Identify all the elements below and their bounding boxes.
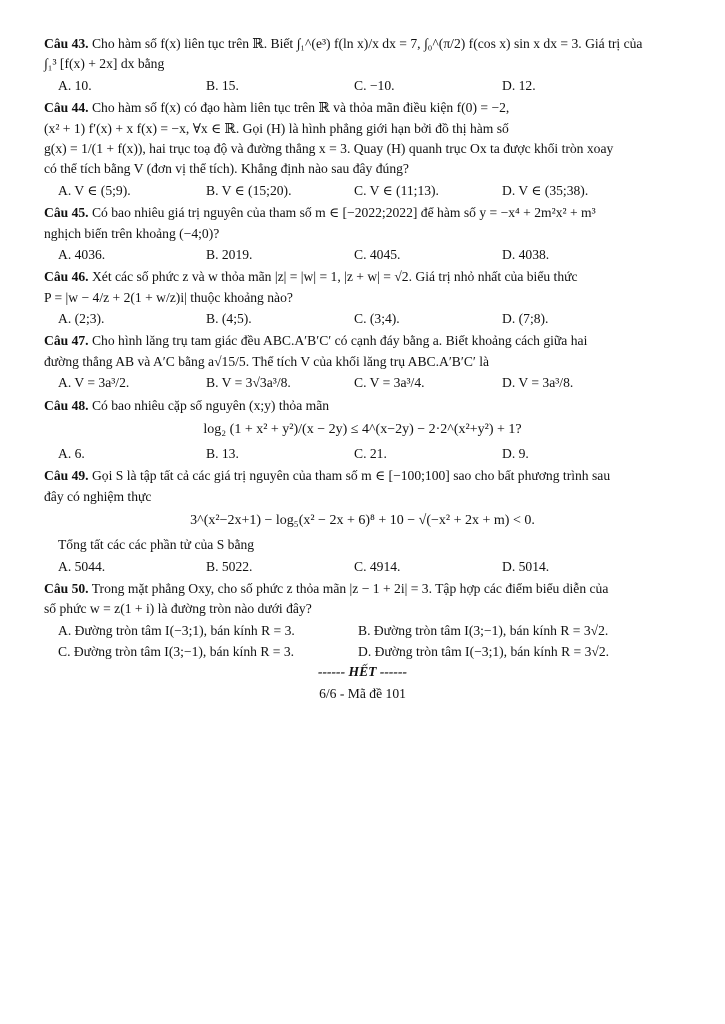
question-44: [44, 98, 681, 201]
option-d[interactable]: D. 9.: [502, 446, 529, 462]
question-line: Cho hình lăng trụ tam giác đều ABC.A′B′C′ có cạnh đáy bằng a. Biết khoảng cách giữa hai: [91, 333, 588, 349]
answer-options: [44, 641, 681, 662]
page-footer: 6/6 - Mã đề 101: [319, 685, 406, 701]
question-label: Câu 46.: [44, 269, 89, 285]
question-49: [44, 466, 681, 577]
question-line: Có bao nhiêu cặp số nguyên (x;y) thỏa mãn: [91, 397, 330, 413]
question-line: Cho hàm số f(x) liên tục trên ℝ. Biết ∫₁^(e³) f(ln x)/x dx = 7, ∫₀^(π/2) f(cos x) sin x dx = 3. Giá trị của: [91, 36, 643, 51]
option-a[interactable]: A. (2;3).: [58, 311, 105, 327]
question-45: [44, 203, 681, 265]
question-43: [44, 34, 681, 96]
option-a[interactable]: A. 5044.: [58, 558, 106, 574]
question-48: [44, 396, 681, 465]
option-c[interactable]: C. Đường tròn tâm I(3;−1), bán kính R = 3.: [58, 643, 295, 659]
option-d[interactable]: D. 5014.: [502, 558, 550, 574]
option-b[interactable]: B. Đường tròn tâm I(3;−1), bán kính R = 3√2.: [358, 622, 609, 638]
answer-options: [44, 245, 681, 265]
answer-options: [44, 557, 681, 577]
option-d[interactable]: D. (7;8).: [502, 311, 549, 327]
question-47: [44, 331, 681, 393]
option-c[interactable]: C. V = 3a³/4.: [354, 375, 425, 391]
question-label: Câu 50.: [44, 580, 89, 596]
question-line: đây có nghiệm thực: [44, 488, 152, 504]
question-43-text: [44, 34, 681, 75]
question-line: Gọi S là tập tất cả các giá trị nguyên của tham số m ∈ [−100;100] sao cho bất phương trình sau: [91, 468, 611, 484]
answer-options: [44, 181, 681, 201]
option-d[interactable]: D. Đường tròn tâm I(−3;1), bán kính R = 3√2.: [358, 643, 610, 659]
option-b[interactable]: B. V ∈ (15;20).: [206, 182, 292, 198]
question-line: ∫₁³ [f(x) + 2x] dx bằng: [44, 56, 165, 72]
option-b[interactable]: B. 15.: [206, 77, 239, 93]
question-46-text: [44, 267, 681, 308]
option-c[interactable]: C. 4045.: [354, 246, 401, 262]
answer-options: [44, 373, 681, 393]
option-a[interactable]: A. 6.: [58, 446, 85, 462]
option-d[interactable]: D. 12.: [502, 77, 536, 93]
option-b[interactable]: B. 5022.: [206, 558, 253, 574]
question-50: [44, 579, 681, 662]
question-label: Câu 44.: [44, 100, 89, 116]
option-c[interactable]: C. 4914.: [354, 558, 401, 574]
question-line: Trong mặt phẳng Oxy, cho số phức z thỏa mãn |z − 1 + 2i| = 3. Tập hợp các điểm biểu diễn của: [91, 580, 609, 596]
answer-options: [44, 620, 681, 641]
question-44-text: [44, 98, 681, 180]
question-label: Câu 47.: [44, 333, 89, 349]
option-a[interactable]: A. 10.: [58, 77, 92, 93]
question-49-text: [44, 466, 681, 507]
option-a[interactable]: A. V = 3a³/2.: [58, 375, 130, 391]
option-c[interactable]: C. V ∈ (11;13).: [354, 182, 439, 198]
question-line: Tổng tất các các phần tử của S bằng: [58, 537, 255, 553]
question-line: Xét các số phức z và w thỏa mãn |z| = |w| = 1, |z + w| = √2. Giá trị nhỏ nhất của biểu thức: [91, 269, 578, 285]
inequality-display: 3^(x²−2x+1) − log₅(x² − 2x + 6)⁸ + 10 − √(−x² + 2x + m) < 0.: [190, 513, 535, 529]
question-line: g(x) = 1/(1 + f(x)), hai trục toạ độ và đường thẳng x = 3. Quay (H) quanh trục Ox ta được khối tròn xoay: [44, 140, 614, 156]
option-a[interactable]: A. Đường tròn tâm I(−3;1), bán kính R = 3.: [58, 622, 295, 638]
option-c[interactable]: C. (3;4).: [354, 311, 400, 327]
option-b[interactable]: B. 13.: [206, 446, 239, 462]
question-line: Cho hàm số f(x) có đạo hàm liên tục trên ℝ và thỏa mãn điều kiện f(0) = −2,: [91, 100, 510, 116]
question-line: đường thẳng AB và A′C bằng a√15/5. Thể tích V của khối lăng trụ ABC.A′B′C′ là: [44, 353, 490, 369]
question-45-text: [44, 203, 681, 244]
answer-options: [44, 76, 681, 96]
question-46: [44, 267, 681, 329]
inequality-display: log₂ (1 + x² + y²)/(x − 2y) ≤ 4^(x−2y) − 2·2^(x²+y²) + 1?: [203, 422, 522, 438]
answer-options: [44, 444, 681, 464]
question-label: Câu 49.: [44, 468, 89, 484]
answer-options: [44, 309, 681, 329]
question-50-text: [44, 579, 681, 620]
question-label: Câu 45.: [44, 205, 89, 221]
question-line: P = |w − 4/z + 2(1 + w/z)i| thuộc khoảng nào?: [44, 289, 293, 305]
option-d[interactable]: D. V ∈ (35;38).: [502, 182, 589, 198]
end-marker: ------ HẾT ------: [317, 663, 408, 679]
option-c[interactable]: C. −10.: [354, 77, 395, 93]
question-line: số phức w = z(1 + i) là đường tròn nào dưới đây?: [44, 601, 312, 617]
question-line: Có bao nhiêu giá trị nguyên của tham số m ∈ [−2022;2022] để hàm số y = −x⁴ + 2m²x² + m³: [91, 205, 596, 221]
option-d[interactable]: D. V = 3a³/8.: [502, 375, 574, 391]
option-b[interactable]: B. V = 3√3a³/8.: [206, 375, 291, 391]
question-47-text: [44, 331, 681, 372]
question-label: Câu 48.: [44, 397, 89, 413]
question-label: Câu 43.: [44, 36, 89, 51]
question-line: nghịch biến trên khoảng (−4;0)?: [44, 225, 220, 241]
question-line: (x² + 1) f′(x) + x f(x) = −x, ∀x ∈ ℝ. Gọi (H) là hình phẳng giới hạn bởi đồ thị hàm số: [44, 120, 509, 136]
option-b[interactable]: B. (4;5).: [206, 311, 252, 327]
option-d[interactable]: D. 4038.: [502, 246, 550, 262]
option-a[interactable]: A. V ∈ (5;9).: [58, 182, 131, 198]
question-48-text: [44, 396, 681, 416]
option-c[interactable]: C. 21.: [354, 446, 387, 462]
option-b[interactable]: B. 2019.: [206, 246, 253, 262]
question-line: có thể tích bằng V (đơn vị thể tích). Khẳng định nào sau đây đúng?: [44, 161, 409, 177]
option-a[interactable]: A. 4036.: [58, 246, 106, 262]
